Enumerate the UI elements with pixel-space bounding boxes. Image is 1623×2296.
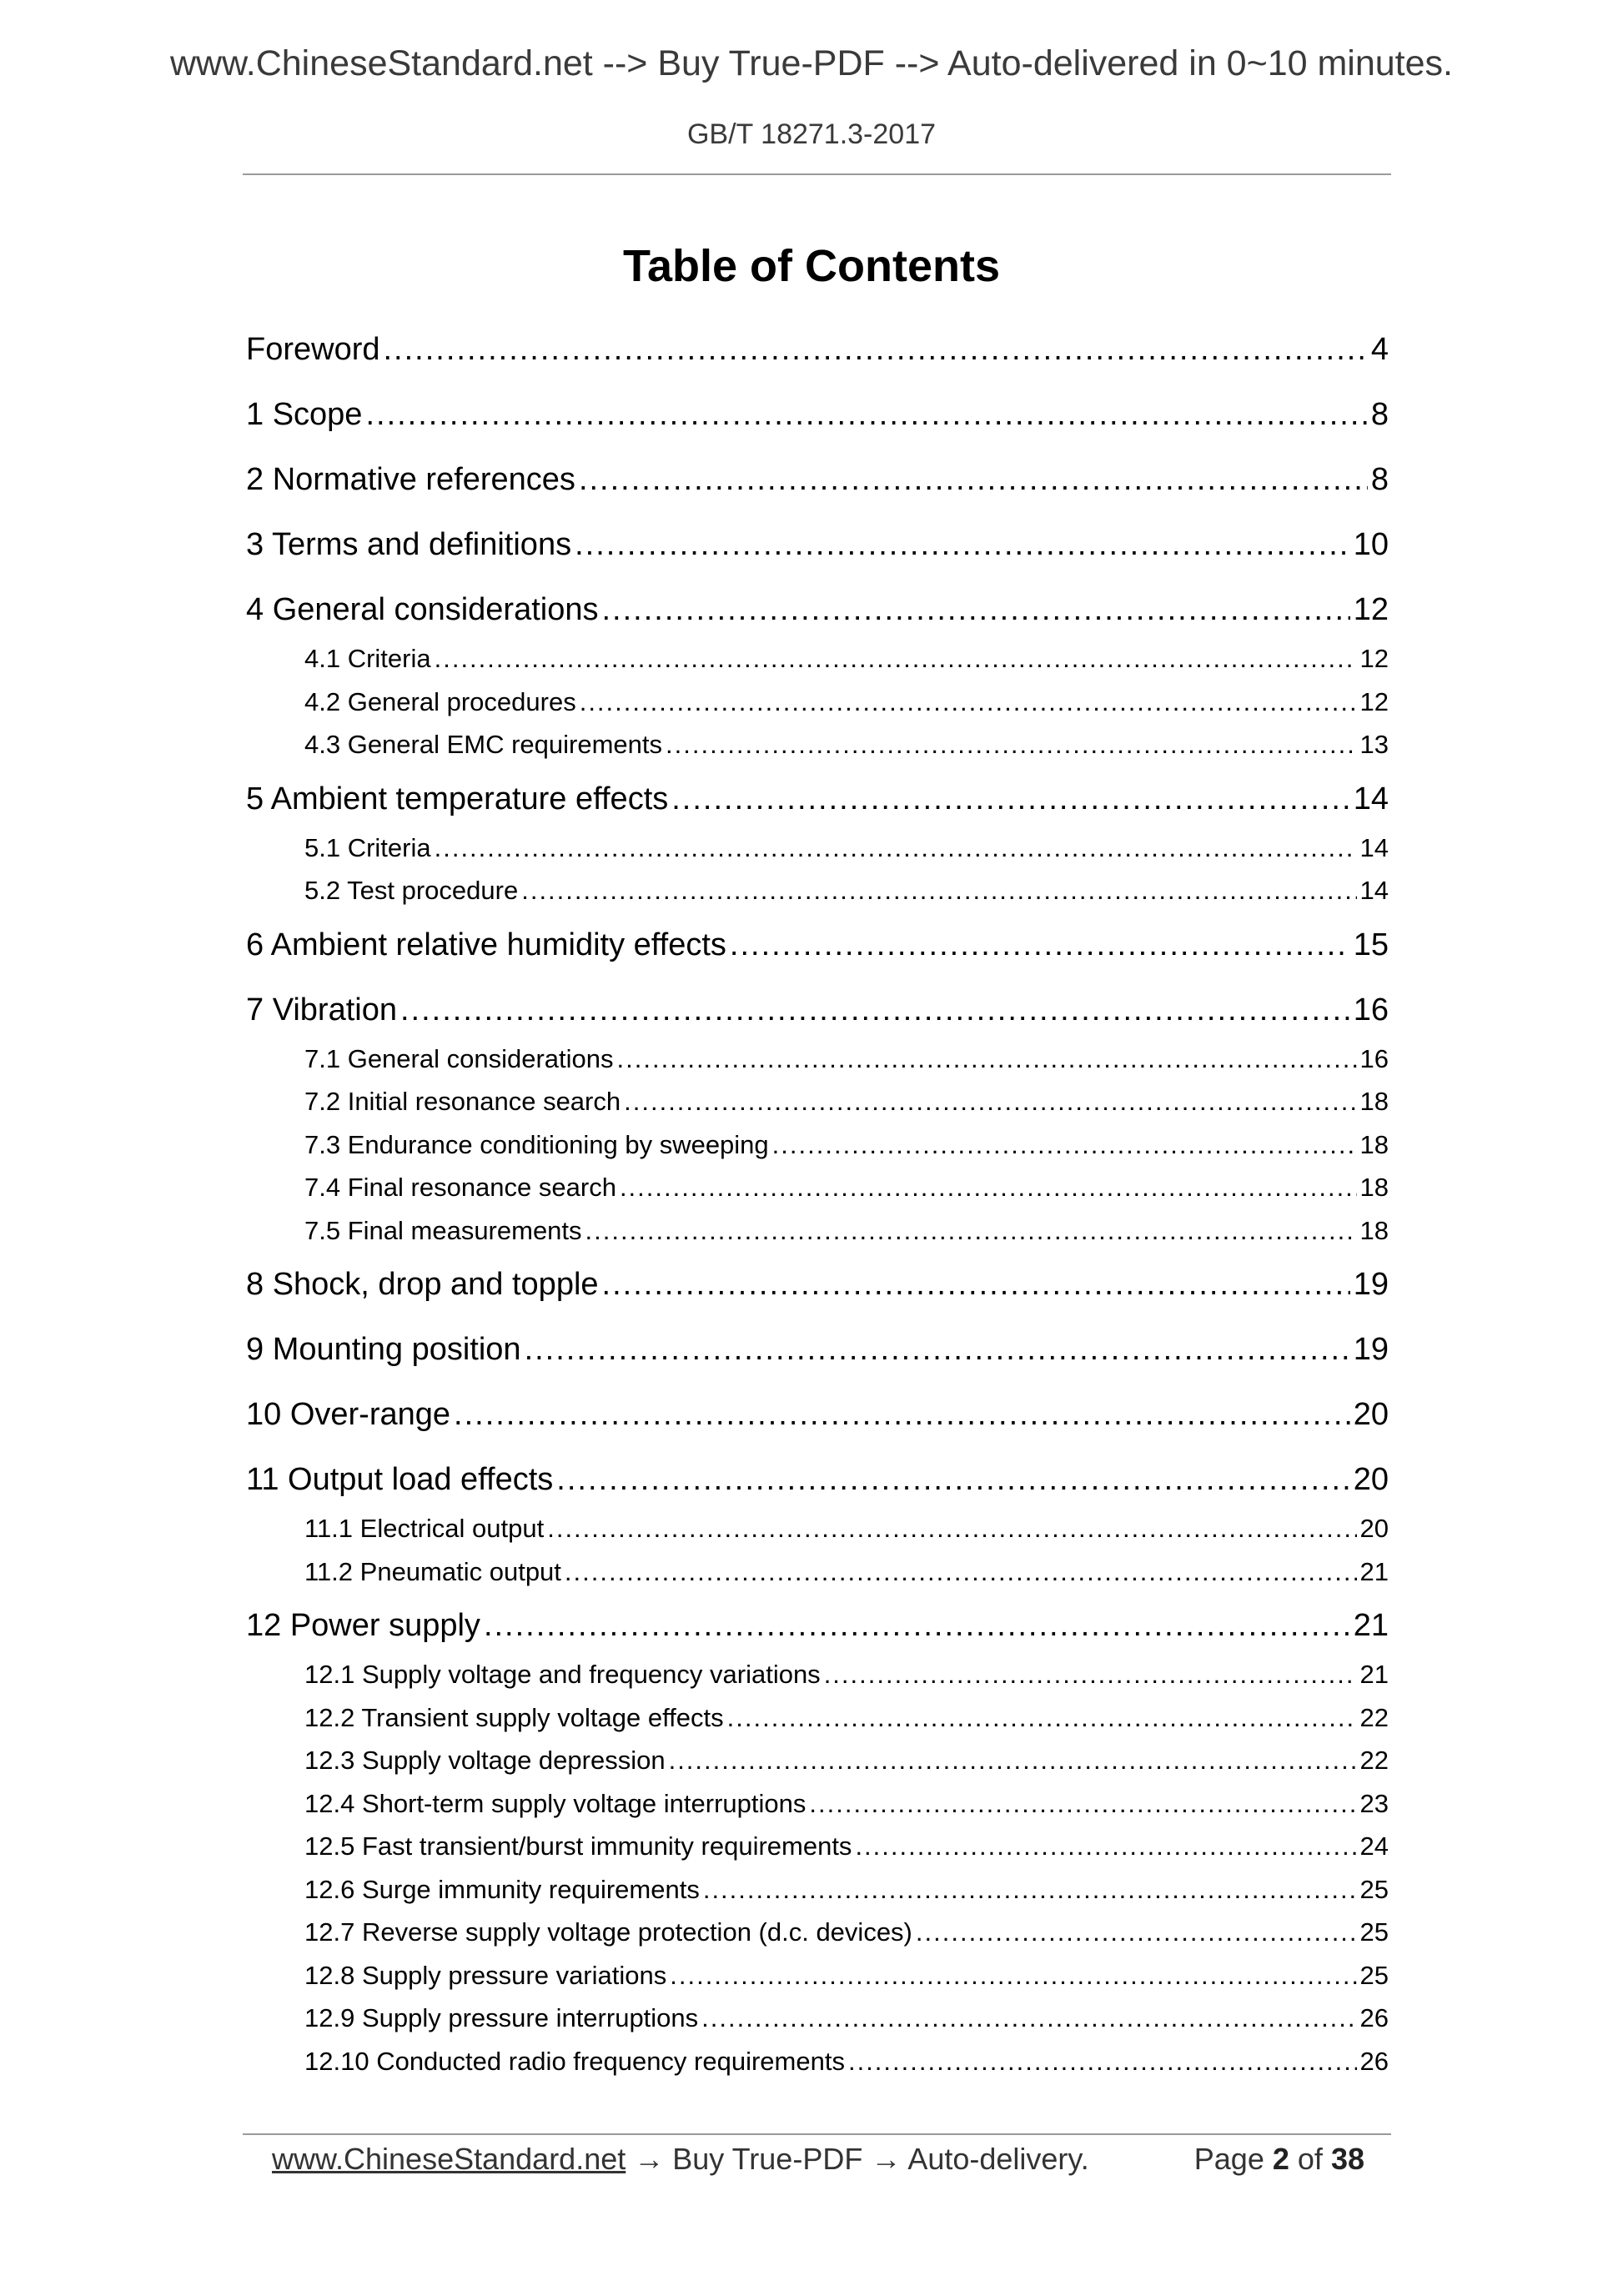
toc-entry-page: 26 — [1359, 2046, 1389, 2076]
dot-leader — [772, 1123, 1357, 1167]
toc-entry-page: 20 — [1359, 1514, 1389, 1543]
dot-leader — [666, 723, 1356, 766]
toc-entry-label: 7.2 Initial resonance search — [304, 1087, 621, 1116]
toc-entry-page: 24 — [1359, 1831, 1389, 1861]
page-footer — [272, 2142, 1364, 2183]
toc-entry[interactable] — [246, 1447, 1389, 1512]
toc-entry-page: 14 — [1359, 876, 1389, 905]
toc-subentry[interactable] — [246, 869, 1389, 912]
toc-entry-page: 23 — [1359, 1788, 1389, 1818]
dot-leader — [624, 1080, 1356, 1123]
toc-entry-label: 12.4 Short-term supply voltage interruptions — [304, 1788, 806, 1818]
toc-subentry[interactable] — [246, 1868, 1389, 1912]
toc-entry-label: 12.5 Fast transient/burst immunity requirements — [304, 1831, 852, 1861]
footer-promo-text: → Buy True-PDF → Auto-delivery. — [626, 2142, 1089, 2176]
toc-entry-page: 18 — [1359, 1087, 1389, 1116]
page-title: Table of Contents — [623, 241, 1000, 291]
dot-leader — [620, 1166, 1357, 1209]
toc-entry-page: 14 — [1353, 781, 1389, 816]
toc-entry[interactable] — [246, 977, 1389, 1042]
toc-entry-label: 5 Ambient temperature effects — [246, 781, 669, 816]
toc-entry-page: 22 — [1359, 1702, 1389, 1732]
toc-entry-page: 18 — [1359, 1129, 1389, 1159]
toc-entry-label: 5.1 Criteria — [304, 832, 431, 862]
page-number — [1194, 2142, 1364, 2177]
toc-entry[interactable] — [246, 1317, 1389, 1382]
toc-entry[interactable] — [246, 766, 1389, 831]
toc-subentry[interactable] — [246, 1911, 1389, 1954]
toc-entry-label: 1 Scope — [246, 397, 363, 432]
dot-leader — [547, 1507, 1356, 1550]
toc-subentry[interactable] — [246, 2040, 1389, 2083]
toc-entry[interactable] — [246, 447, 1389, 512]
dot-leader — [565, 1550, 1357, 1594]
footer-promo — [272, 2142, 1089, 2177]
dot-leader — [916, 1911, 1357, 1954]
toc-entry-label: Foreword — [246, 332, 380, 367]
toc-subentry[interactable] — [246, 1739, 1389, 1782]
dot-leader — [454, 1382, 1350, 1447]
toc-entry-page: 12 — [1359, 644, 1389, 673]
dot-leader — [848, 2040, 1357, 2083]
dot-leader — [602, 1252, 1350, 1317]
toc-subentry[interactable] — [246, 1166, 1389, 1209]
toc-subentry[interactable] — [246, 1954, 1389, 1997]
toc-entry-page: 16 — [1359, 1043, 1389, 1073]
toc-entry[interactable] — [246, 577, 1389, 642]
toc-entry[interactable] — [246, 1593, 1389, 1658]
toc-entry-page: 18 — [1359, 1215, 1389, 1245]
toc-entry-page: 15 — [1353, 927, 1389, 962]
toc-entry-label: 10 Over-range — [246, 1397, 451, 1432]
toc-entry-label: 7.5 Final measurements — [304, 1215, 582, 1245]
toc-entry-page: 10 — [1353, 527, 1389, 562]
toc-subentry[interactable] — [246, 1653, 1389, 1696]
toc-entry-page: 13 — [1359, 730, 1389, 759]
toc-entry-page: 25 — [1359, 1960, 1389, 1990]
toc-entry-label: 3 Terms and definitions — [246, 527, 572, 562]
toc-subentry[interactable] — [246, 1782, 1389, 1826]
toc-entry-label: 12 Power supply — [246, 1608, 480, 1643]
toc-entry-label: 12.1 Supply voltage and frequency variations — [304, 1660, 821, 1689]
toc-entry-label: 11.1 Electrical output — [304, 1514, 545, 1543]
toc-entry-label: 7.3 Endurance conditioning by sweeping — [304, 1129, 769, 1159]
dot-leader — [730, 912, 1350, 977]
dot-leader — [727, 1696, 1357, 1740]
toc-subentry[interactable] — [246, 1209, 1389, 1253]
footer-site-link[interactable]: www.ChineseStandard.net — [272, 2142, 626, 2176]
footer-divider — [243, 2133, 1391, 2135]
dot-leader — [601, 577, 1349, 642]
table-of-contents — [246, 317, 1389, 2082]
toc-entry-page: 4 — [1370, 332, 1389, 367]
dot-leader — [365, 382, 1367, 447]
toc-subentry[interactable] — [246, 826, 1389, 870]
toc-entry-page: 12 — [1353, 592, 1389, 627]
toc-entry[interactable] — [246, 912, 1389, 977]
toc-subentry[interactable] — [246, 1997, 1389, 2040]
page-of-label: of — [1297, 2142, 1323, 2176]
toc-entry[interactable] — [246, 1382, 1389, 1447]
toc-entry-label: 4.1 Criteria — [304, 644, 431, 673]
dot-leader — [580, 681, 1357, 724]
dot-leader — [484, 1593, 1350, 1658]
toc-entry-page: 20 — [1353, 1397, 1389, 1432]
header-divider — [243, 173, 1391, 175]
toc-entry-page: 18 — [1359, 1173, 1389, 1202]
toc-entry-label: 2 Normative references — [246, 462, 575, 497]
dot-leader — [671, 766, 1349, 831]
page-total: 38 — [1330, 2142, 1364, 2176]
toc-entry-label: 4 General considerations — [246, 592, 599, 627]
toc-entry-label: 7.1 General considerations — [304, 1043, 614, 1073]
dot-leader — [670, 1954, 1356, 1997]
toc-entry-page: 22 — [1359, 1746, 1389, 1775]
toc-entry-page: 19 — [1353, 1267, 1389, 1302]
toc-entry[interactable] — [246, 1252, 1389, 1317]
toc-entry-page: 19 — [1353, 1332, 1389, 1367]
dot-leader — [521, 869, 1356, 912]
toc-entry-label: 11 Output load effects — [246, 1462, 554, 1497]
dot-leader — [525, 1317, 1350, 1382]
document-id: GB/T 18271.3-2017 — [686, 118, 937, 150]
toc-entry-label: 12.8 Supply pressure variations — [304, 1960, 667, 1990]
dot-leader — [400, 977, 1350, 1042]
toc-entry-label: 7 Vibration — [246, 992, 397, 1027]
dot-leader — [384, 317, 1368, 382]
toc-entry-label: 9 Mounting position — [246, 1332, 521, 1367]
dot-leader — [701, 1997, 1356, 2040]
toc-entry[interactable] — [246, 317, 1389, 382]
toc-entry-page: 8 — [1370, 397, 1389, 432]
dot-leader — [617, 1037, 1357, 1081]
dot-leader — [435, 637, 1357, 681]
toc-entry-label: 4.3 General EMC requirements — [304, 730, 663, 759]
dot-leader — [824, 1653, 1357, 1696]
toc-entry-label: 12.3 Supply voltage depression — [304, 1746, 666, 1775]
toc-subentry[interactable] — [246, 1080, 1389, 1123]
toc-entry-label: 12.2 Transient supply voltage effects — [304, 1702, 724, 1732]
toc-entry-label: 12.10 Conducted radio frequency requirements — [304, 2046, 845, 2076]
page-current: 2 — [1272, 2142, 1289, 2176]
toc-subentry[interactable] — [246, 637, 1389, 681]
toc-entry-label: 7.4 Final resonance search — [304, 1173, 616, 1202]
toc-entry-page: 25 — [1359, 1874, 1389, 1904]
toc-entry-page: 16 — [1353, 992, 1389, 1027]
page-label: Page — [1193, 2142, 1264, 2176]
toc-entry-page: 21 — [1359, 1660, 1389, 1689]
dot-leader — [703, 1868, 1357, 1912]
site-banner: www.ChineseStandard.net --> Buy True-PDF --> Auto-delivered in 0~10 minutes. — [169, 43, 1453, 83]
toc-subentry[interactable] — [246, 1123, 1389, 1167]
toc-entry-page: 26 — [1359, 2003, 1389, 2032]
dot-leader — [855, 1825, 1356, 1868]
dot-leader — [585, 1209, 1357, 1253]
toc-subentry[interactable] — [246, 723, 1389, 766]
toc-subentry[interactable] — [246, 1037, 1389, 1081]
toc-entry-label: 11.2 Pneumatic output — [304, 1556, 561, 1586]
dot-leader — [579, 447, 1368, 512]
dot-leader — [809, 1782, 1356, 1826]
toc-subentry[interactable] — [246, 681, 1389, 724]
dot-leader — [435, 826, 1357, 870]
toc-entry-label: 12.7 Reverse supply voltage protection (d.c. devices) — [304, 1917, 912, 1947]
toc-entry[interactable] — [246, 382, 1389, 447]
toc-entry[interactable] — [246, 512, 1389, 577]
dot-leader — [669, 1739, 1357, 1782]
toc-entry-page: 25 — [1359, 1917, 1389, 1947]
toc-entry-page: 14 — [1359, 832, 1389, 862]
toc-subentry[interactable] — [246, 1507, 1389, 1550]
toc-entry-label: 6 Ambient relative humidity effects — [246, 927, 726, 962]
toc-entry-page: 21 — [1359, 1556, 1389, 1586]
toc-entry-label: 4.2 General procedures — [304, 686, 576, 716]
dot-leader — [556, 1447, 1349, 1512]
toc-subentry[interactable] — [246, 1825, 1389, 1868]
dot-leader — [575, 512, 1350, 577]
toc-entry-page: 8 — [1370, 462, 1389, 497]
toc-entry-page: 20 — [1353, 1462, 1389, 1497]
toc-entry-label: 5.2 Test procedure — [304, 876, 519, 905]
toc-subentry[interactable] — [246, 1550, 1389, 1594]
toc-entry-label: 12.6 Surge immunity requirements — [304, 1874, 700, 1904]
toc-entry-page: 12 — [1359, 686, 1389, 716]
toc-entry-label: 12.9 Supply pressure interruptions — [304, 2003, 699, 2032]
toc-entry-page: 21 — [1353, 1608, 1389, 1643]
toc-subentry[interactable] — [246, 1696, 1389, 1740]
toc-entry-label: 8 Shock, drop and topple — [246, 1267, 599, 1302]
